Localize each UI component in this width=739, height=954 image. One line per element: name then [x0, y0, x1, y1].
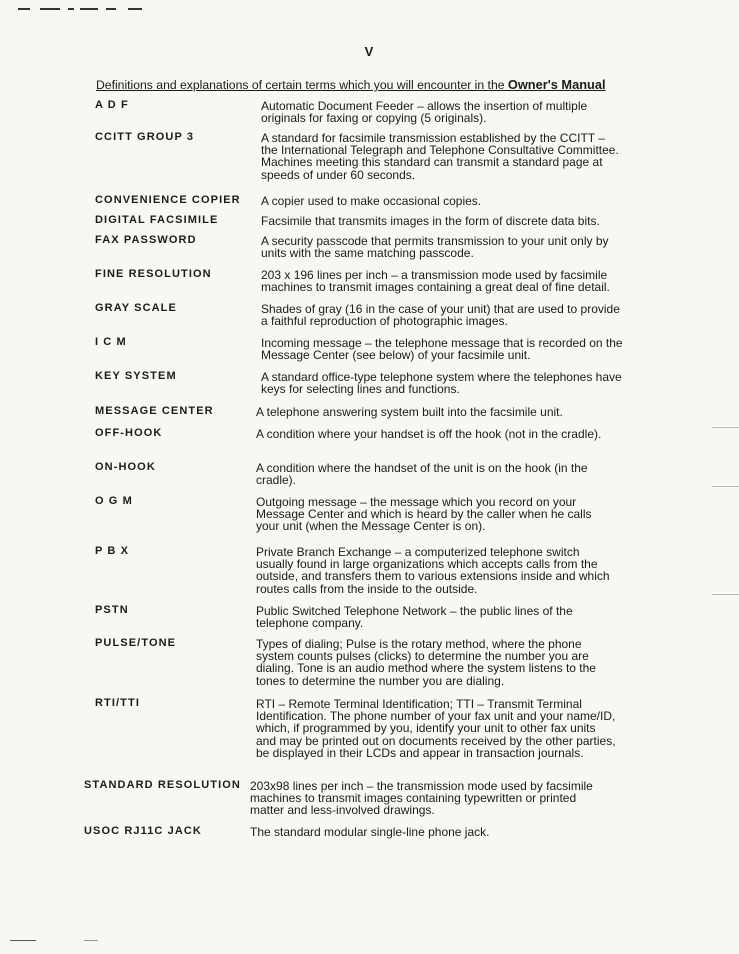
glossary-definition: Incoming message – the telephone message that is recorded on the Message Center (see below) of your facsimile unit. — [261, 336, 623, 363]
glossary-term: PSTN — [95, 604, 129, 616]
glossary-definition: Facsimile that transmits images in the form of discrete data bits. — [261, 214, 600, 228]
glossary-term: OFF-HOOK — [95, 427, 163, 439]
glossary-definition: Public Switched Telephone Network – the public lines of the telephone company. — [256, 604, 573, 631]
margin-mark — [712, 427, 739, 428]
glossary-definition: 203x98 lines per inch – the transmission mode used by facsimile machines to transmit images containing typewritten or printed matter and less-involved drawings. — [250, 779, 593, 818]
glossary-term: CCITT GROUP 3 — [95, 131, 195, 143]
margin-mark — [712, 594, 739, 595]
glossary-definition: A telephone answering system built into the facsimile unit. — [256, 405, 563, 419]
glossary-term: DIGITAL FACSIMILE — [95, 214, 219, 226]
scan-artifact — [84, 940, 98, 941]
glossary-definition: A standard for facsimile transmission established by the CCITT – the International Telegraph and Telephone Consultative Committee. Machines meeting this standard can transmit a standard page at speeds of under 60 seconds. — [261, 131, 619, 182]
heading-emphasis: Owner's Manual — [507, 77, 606, 92]
glossary-definition: A standard office-type telephone system where the telephones have keys for selecting lines and functions. — [261, 370, 622, 397]
glossary-term: MESSAGE CENTER — [95, 405, 214, 417]
glossary-term: P B X — [95, 545, 130, 557]
glossary-term: FAX PASSWORD — [95, 234, 197, 246]
scan-artifact — [18, 6, 158, 12]
glossary-definition: RTI – Remote Terminal Identification; TTI – Transmit Terminal Identification. The phone number of your fax unit and your name/ID, which, if programmed by you, identify your unit to other fax units and may be printed out on documents received by the other parties, be displayed in their LCDs and appear in transaction journals. — [256, 697, 616, 760]
glossary-term: STANDARD RESOLUTION — [84, 779, 241, 791]
page-number: V — [364, 44, 375, 59]
glossary-definition: Private Branch Exchange – a computerized telephone switch usually found in large organizations which accepts calls from the outside, and transfers them to various extensions inside and which routes calls from the inside to the outside. — [256, 545, 610, 596]
glossary-term: FINE RESOLUTION — [95, 268, 212, 280]
glossary-term: A D F — [95, 99, 129, 111]
page-heading — [96, 77, 616, 92]
glossary-definition: The standard modular single-line phone jack. — [250, 825, 490, 839]
glossary-definition: Automatic Document Feeder – allows the insertion of multiple originals for faxing or copying (5 originals). — [261, 99, 588, 126]
glossary-definition: Types of dialing; Pulse is the rotary method, where the phone system counts pulses (clicks) to determine the number you are dialing. Tone is an audio method where the system listens to the tones to determine the number you are dialing. — [256, 637, 596, 688]
glossary-term: RTI/TTI — [95, 697, 140, 709]
scan-artifact — [10, 940, 36, 941]
margin-mark — [712, 486, 739, 487]
glossary-term: PULSE/TONE — [95, 637, 177, 649]
glossary-term: GRAY SCALE — [95, 302, 177, 314]
glossary-definition: A copier used to make occasional copies. — [261, 194, 482, 208]
glossary-term: O G M — [95, 495, 133, 507]
glossary-definition: A condition where your handset is off the hook (not in the cradle). — [256, 427, 602, 441]
glossary-definition: A condition where the handset of the unit is on the hook (in the cradle). — [256, 461, 588, 488]
glossary-definition: 203 x 196 lines per inch – a transmission mode used by facsimile machines to transmit images containing a great deal of fine detail. — [261, 268, 610, 295]
glossary-term: I C M — [95, 336, 127, 348]
glossary-definition: Outgoing message – the message which you record on your Message Center and which is heard by the caller when he calls your unit (when the Message Center is on). — [256, 495, 592, 534]
heading-text: Definitions and explanations of certain terms which you will encounter in the — [96, 78, 508, 92]
glossary-term: USOC RJ11C JACK — [84, 825, 202, 837]
glossary-term: KEY SYSTEM — [95, 370, 177, 382]
glossary-term: ON-HOOK — [95, 461, 156, 473]
glossary-definition: A security passcode that permits transmission to your unit only by units with the same matching passcode. — [261, 234, 609, 261]
glossary-definition: Shades of gray (16 in the case of your unit) that are used to provide a faithful reproduction of photographic images. — [261, 302, 620, 329]
glossary-term: CONVENIENCE COPIER — [95, 194, 241, 206]
